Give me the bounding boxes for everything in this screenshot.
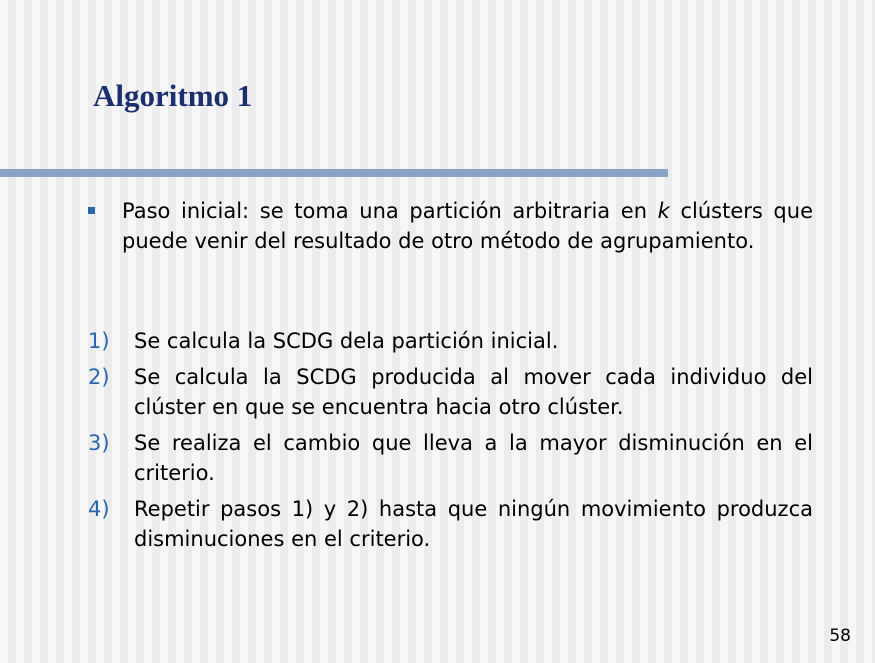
intro-variable: k [657,199,670,223]
step-text: Repetir pasos 1) y 2) hasta que ningún movimiento produzca disminuciones en el criterio. [134,497,813,551]
slide-title: Algoritmo 1 [93,78,253,113]
step-text: Se realiza el cambio que lleva a la mayor disminución en el criterio. [134,431,813,485]
step-number: 4) [88,497,110,521]
intro-suffix: clústers que puede venir del resultado de otro método de agrupamiento. [122,199,813,253]
step-item-3 [88,428,813,488]
title-divider [0,169,668,177]
intro-text [122,196,813,256]
step-item-2 [88,362,813,422]
square-bullet-icon [88,207,95,214]
step-item-4 [88,494,813,554]
step-text: Se calcula la SCDG dela partición inicial. [134,329,559,353]
page-number: 58 [829,626,851,646]
step-text: Se calcula la SCDG producida al mover cada individuo del clúster en que se encuentra hacia otro clúster. [134,365,813,419]
steps-list [88,326,813,560]
intro-prefix: Paso inicial: se toma una partición arbitraria en [122,199,658,223]
intro-bullet [88,196,813,256]
step-number: 1) [88,329,110,353]
step-number: 2) [88,365,110,389]
step-number: 3) [88,431,110,455]
step-item-1 [88,326,813,356]
